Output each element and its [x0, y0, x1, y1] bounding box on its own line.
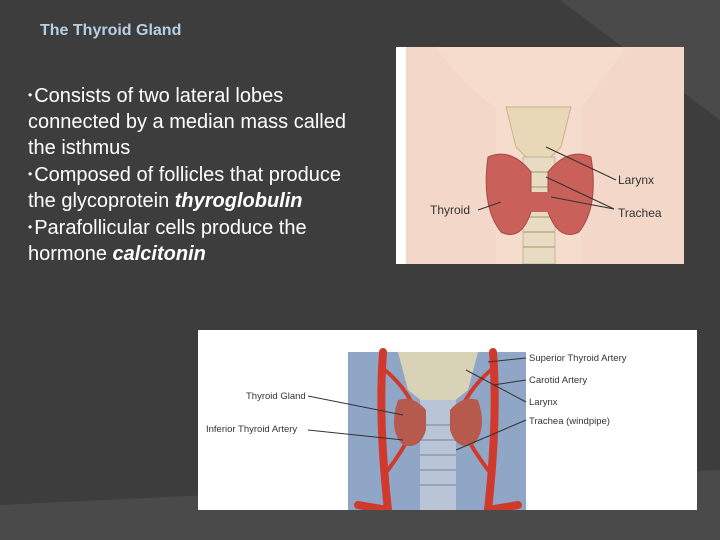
neck-illustration	[396, 47, 684, 264]
bullet-item	[28, 82, 373, 161]
superior-artery-label: Superior Thyroid Artery	[529, 353, 627, 364]
bullet-list	[28, 82, 373, 267]
bullet-emphasis: thyroglobulin	[174, 190, 303, 212]
thyroid-neck-figure	[396, 47, 684, 264]
larynx-label: Larynx	[618, 173, 655, 187]
bullet-item	[28, 161, 373, 214]
bullet-emphasis: calcitonin	[112, 243, 206, 265]
trachea-label-bottom: Trachea (windpipe)	[529, 416, 610, 427]
thyroid-label: Thyroid	[430, 203, 471, 217]
artery-illustration	[198, 330, 697, 510]
bullet-text: Consists of two lateral lobes connected by a median mass called the isthmus	[28, 85, 346, 159]
thyroid-gland-label: Thyroid Gland	[246, 391, 306, 402]
bullet-dot: •	[28, 88, 33, 102]
larynx-label-bottom: Larynx	[529, 397, 558, 408]
trachea-label: Trachea	[618, 206, 662, 220]
carotid-label: Carotid Artery	[529, 375, 588, 386]
slide-title: The Thyroid Gland	[40, 22, 182, 39]
bullet-dot: •	[28, 220, 33, 234]
thyroid-artery-figure	[198, 330, 697, 510]
inferior-artery-label: Inferior Thyroid Artery	[206, 424, 298, 435]
bullet-item	[28, 214, 373, 267]
bullet-text: Parafollicular cells produce the hormone	[28, 217, 307, 265]
bullet-text: Composed of follicles that produce the glycoprotein	[28, 164, 342, 212]
bullet-dot: •	[28, 167, 33, 181]
